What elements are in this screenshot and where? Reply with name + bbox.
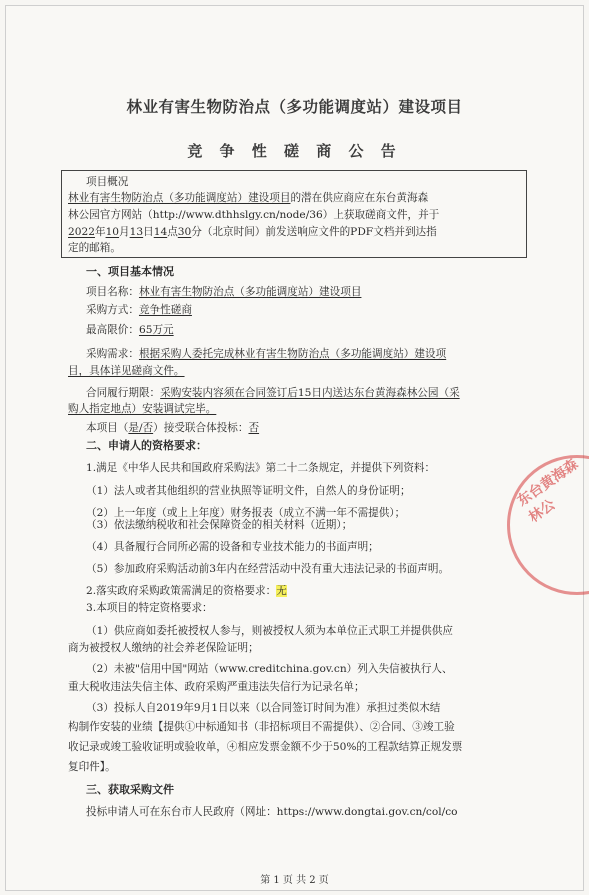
document-type-title: 竞 争 性 磋 商 公 告 bbox=[187, 142, 402, 160]
day-char: 日 bbox=[143, 226, 154, 238]
max-price-row bbox=[86, 323, 174, 337]
deadline-day: 13 bbox=[129, 226, 144, 238]
deadline-year: 2022 bbox=[68, 226, 95, 238]
procurement-need-row bbox=[86, 347, 446, 361]
joint-bid-value: 否 bbox=[248, 422, 260, 434]
deadline-month: 10 bbox=[105, 226, 120, 238]
requirement-1-2: （2）上一年度（或上上年度）财务报表（成立不满一年不需提供）； bbox=[86, 507, 406, 519]
procurement-need-label: 采购需求： bbox=[86, 348, 139, 360]
procurement-need-value-2: 目，具体详见磋商文件。 bbox=[68, 365, 185, 377]
requirement-3-3b: 构制作安装的业绩【提供①中标通知书（非招标项目不需提供）、②合同、③竣工验 bbox=[68, 721, 455, 733]
year-char: 年 bbox=[94, 226, 106, 238]
procurement-method-row bbox=[86, 303, 192, 317]
section-3-heading: 三、获取采购文件 bbox=[86, 783, 174, 796]
joint-bid-prefix: 本项目（ bbox=[86, 422, 129, 434]
month-char: 月 bbox=[119, 226, 130, 238]
contract-period-value-2: 购人指定地点）安装调试完毕。 bbox=[68, 403, 217, 415]
requirement-3-3d: 复印件】。 bbox=[68, 761, 116, 773]
procurement-method-label: 采购方式： bbox=[86, 304, 139, 316]
overview-heading: 项目概况 bbox=[86, 176, 129, 188]
requirement-1: 1.满足《中华人民共和国政府采购法》第二十二条规定，并提供下列资料： bbox=[86, 462, 436, 474]
requirement-1-4: （4）具备履行合同所必需的设备和专业技术能力的书面声明； bbox=[86, 541, 379, 553]
deadline-minute: 30 bbox=[177, 226, 192, 238]
deadline-hour: 14 bbox=[153, 226, 168, 238]
joint-bid-row bbox=[86, 421, 259, 435]
contract-period-row bbox=[86, 386, 460, 400]
procurement-method-value: 竞争性磋商 bbox=[138, 304, 192, 316]
overview-line-1 bbox=[68, 191, 428, 205]
max-price-label: 最高限价： bbox=[86, 324, 139, 336]
requirement-1-1: （1）法人或者其他组织的营业执照等证明文件，自然人的身份证明； bbox=[86, 485, 411, 497]
requirement-1-5: （5）参加政府采购活动前3年内在经营活动中没有重大违法记录的书面声明。 bbox=[86, 563, 450, 575]
project-name-row bbox=[86, 285, 361, 299]
joint-bid-mid: ）接受联合体投标： bbox=[153, 422, 249, 434]
requirement-2-value: 无 bbox=[276, 585, 287, 597]
project-name-value: 林业有害生物防治点（多功能调度站）建设项目 bbox=[138, 286, 362, 298]
requirement-3: 3.本项目的特定资格要求： bbox=[86, 602, 213, 614]
requirement-3-3a: （3）投标人自2019年9月1日以来（以合同签订时间为准）承担过类似木结 bbox=[86, 702, 441, 714]
overview-line-1-rest: 的潜在供应商应在东台黄海森 bbox=[290, 192, 429, 204]
contract-period-value: 采购安装内容须在合同签订后15日内送达东台黄海森林公园（采 bbox=[160, 387, 460, 399]
section-3-paragraph: 投标申请人可在东台市人民政府（网址：https://www.dongtai.gov.cn/col/co bbox=[86, 806, 458, 818]
requirement-3-3c: 收记录或竣工验收证明或验收单，④相应发票金额不少于50%的工程款结算正规发票 bbox=[68, 741, 463, 753]
requirement-2-text: 2.落实政府采购政策需满足的资格要求： bbox=[86, 585, 277, 597]
requirement-1-3: （3）依法缴纳税收和社会保障资金的相关材料（近期）； bbox=[86, 519, 353, 531]
section-1-heading: 一、项目基本情况 bbox=[86, 265, 174, 278]
page-footer: 第 1 页 共 2 页 bbox=[260, 875, 329, 886]
requirement-3-2b: 重大税收违法失信主体、政府采购严重违法失信行为记录名单； bbox=[68, 681, 365, 693]
requirement-3-1a: （1）供应商如委托被授权人参与，则被授权人须为本单位正式职工并提供供应 bbox=[86, 625, 453, 637]
requirement-3-1b: 商为被授权人缴纳的社会养老保险证明； bbox=[68, 642, 259, 654]
overview-line-3-rest: 分（北京时间）前发送响应文件的PDF文档并到达指 bbox=[191, 226, 437, 238]
joint-bid-options: 是/否 bbox=[128, 422, 154, 434]
overview-line-3 bbox=[68, 225, 437, 239]
requirement-2 bbox=[86, 584, 287, 598]
seal-text: 东台黄海森林公 bbox=[514, 456, 582, 526]
overview-line-2: 林公园官方网站（http://www.dthhslgy.cn/node/36）上获取磋商文件，并于 bbox=[68, 209, 440, 221]
section-2-heading: 二、申请人的资格要求： bbox=[86, 439, 207, 452]
project-name-label: 项目名称： bbox=[86, 286, 139, 298]
max-price-value: 65万元 bbox=[138, 324, 174, 336]
overview-project-name: 林业有害生物防治点（多功能调度站）建设项目 bbox=[68, 192, 291, 204]
requirement-3-2a: （2）未被"信用中国"网站（www.creditchina.gov.cn）列入失信被执行人、 bbox=[86, 663, 453, 675]
overview-line-4: 定的邮箱。 bbox=[68, 242, 121, 254]
hour-char: 点 bbox=[167, 226, 178, 238]
procurement-need-value: 根据采购人委托完成林业有害生物防治点（多功能调度站）建设项 bbox=[138, 348, 447, 360]
project-title: 林业有害生物防治点（多功能调度站）建设项目 bbox=[126, 97, 463, 116]
contract-period-label: 合同履行期限： bbox=[86, 387, 161, 399]
